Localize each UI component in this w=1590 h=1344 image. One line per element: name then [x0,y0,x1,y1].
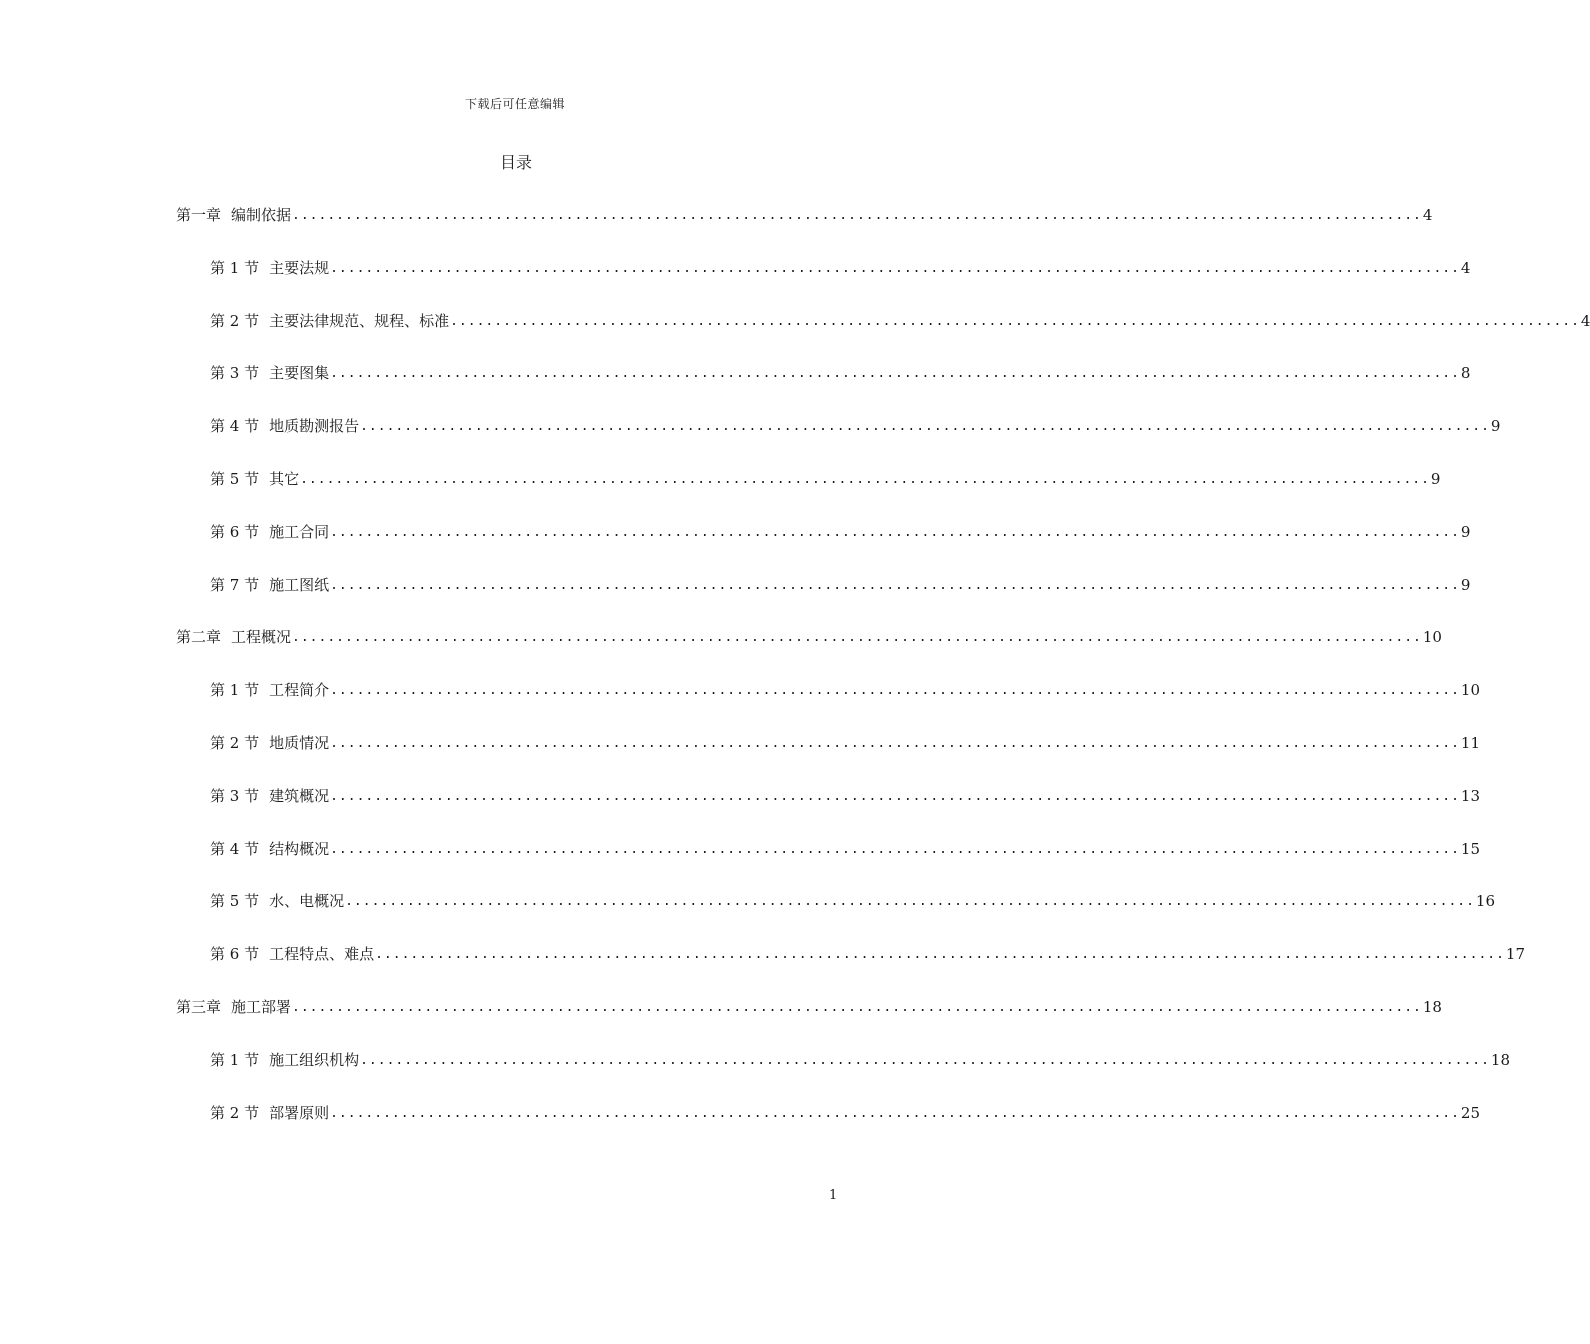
toc-entry-number: 第 1 节 [210,1051,260,1069]
toc-dot-leader: ................................................................................................................................ [360,419,1490,434]
toc-entry-label [210,310,449,332]
toc-entry-title: 编制依据 [231,206,292,224]
toc-entry-title: 施工部署 [231,998,292,1016]
toc-section-entry[interactable] [210,732,1481,754]
toc-entry-label [210,257,329,279]
toc-chapter-entry[interactable] [176,626,1442,648]
toc-entry-title: 施工组织机构 [269,1051,360,1069]
toc-entry-page: 10 [1422,628,1442,646]
toc-entry-title: 地质勘测报告 [269,417,360,435]
toc-entry-title: 其它 [269,470,300,488]
toc-chapter-entry[interactable] [176,996,1442,1018]
toc-section-entry[interactable] [210,415,1501,437]
toc-entry-number: 第 1 节 [210,681,260,699]
toc-section-entry[interactable] [210,310,1590,332]
toc-dot-leader: ................................................................................................................................ [375,947,1505,962]
toc-entry-title: 主要法律规范、规程、标准 [269,312,450,330]
toc-entry-label [210,468,299,490]
toc-title: 目录 [499,153,532,172]
toc-dot-leader: ................................................................................................................................ [450,314,1580,329]
toc-entry-number: 第 2 节 [210,312,260,330]
toc-dot-leader: ................................................................................................................................ [292,1000,1422,1015]
page-header-note: 下载后可任意编辑 [464,97,565,111]
toc-entry-page: 15 [1460,840,1481,858]
toc-section-entry[interactable] [210,362,1471,384]
toc-entry-number: 第 2 节 [210,1104,260,1122]
toc-entry-number: 第一章 [176,206,222,224]
toc-entry-page: 4 [1580,312,1590,330]
toc-entry-label [210,415,359,437]
toc-entry-label [210,362,329,384]
toc-dot-leader: ................................................................................................................................ [330,789,1460,804]
toc-entry-label [210,732,329,754]
toc-entry-title: 施工图纸 [269,576,330,594]
toc-entry-title: 水、电概况 [269,892,345,910]
toc-entry-title: 工程概况 [231,628,292,646]
toc-entry-number: 第 1 节 [210,259,260,277]
toc-entry-page: 9 [1460,576,1471,594]
toc-entry-number: 第二章 [176,628,222,646]
toc-entry-number: 第 4 节 [210,840,260,858]
toc-entry-label [176,996,291,1018]
toc-dot-leader: ................................................................................................................................ [330,1106,1460,1121]
toc-entry-title: 地质情况 [269,734,330,752]
toc-entry-label [210,521,329,543]
toc-dot-leader: ................................................................................................................................ [330,525,1460,540]
toc-entry-page: 17 [1505,945,1526,963]
toc-dot-leader: ................................................................................................................................ [330,261,1460,276]
toc-entry-page: 4 [1460,259,1471,277]
toc-entry-page: 4 [1422,206,1433,224]
toc-entry-label [210,679,329,701]
toc-section-entry[interactable] [210,890,1496,912]
toc-dot-leader: ................................................................................................................................ [330,683,1460,698]
toc-dot-leader: ................................................................................................................................ [330,736,1460,751]
toc-entry-number: 第 5 节 [210,470,260,488]
toc-entry-label [210,1049,359,1071]
toc-entry-number: 第 6 节 [210,523,260,541]
toc-entry-label [210,838,329,860]
toc-entry-page: 10 [1460,681,1481,699]
toc-entry-number: 第 5 节 [210,892,260,910]
toc-entry-page: 13 [1460,787,1481,805]
toc-entry-page: 11 [1460,734,1481,752]
toc-dot-leader: ................................................................................................................................ [300,472,1430,487]
toc-section-entry[interactable] [210,257,1471,279]
toc-section-entry[interactable] [210,785,1481,807]
toc-entry-number: 第 2 节 [210,734,260,752]
toc-section-entry[interactable] [210,521,1471,543]
toc-entry-page: 8 [1460,364,1471,382]
toc-entry-number: 第 4 节 [210,417,260,435]
toc-entry-label [210,785,329,807]
page-number: 1 [829,1188,838,1203]
toc-section-entry[interactable] [210,1049,1511,1071]
toc-entry-page: 9 [1430,470,1441,488]
toc-entry-title: 施工合同 [269,523,330,541]
toc-entry-title: 主要图集 [269,364,330,382]
toc-dot-leader: ................................................................................................................................ [330,578,1460,593]
toc-chapter-entry[interactable] [176,204,1433,226]
toc-entry-title: 结构概况 [269,840,330,858]
toc-dot-leader: ................................................................................................................................ [292,630,1422,645]
toc-entry-number: 第 3 节 [210,787,260,805]
toc-entry-page: 9 [1490,417,1501,435]
toc-section-entry[interactable] [210,468,1441,490]
toc-dot-leader: ................................................................................................................................ [360,1053,1490,1068]
toc-entry-number: 第 7 节 [210,576,260,594]
toc-entry-number: 第 3 节 [210,364,260,382]
toc-entry-label [210,1102,329,1124]
toc-section-entry[interactable] [210,943,1526,965]
toc-entry-label [210,890,344,912]
toc-entry-title: 工程简介 [269,681,330,699]
toc-dot-leader: ................................................................................................................................ [330,366,1460,381]
toc-entry-page: 16 [1475,892,1496,910]
toc-entry-title: 工程特点、难点 [269,945,375,963]
toc-dot-leader: ................................................................................................................................ [330,842,1460,857]
toc-dot-leader: ................................................................................................................................ [345,894,1475,909]
toc-section-entry[interactable] [210,679,1481,701]
toc-entry-label [176,204,291,226]
toc-entry-page: 9 [1460,523,1471,541]
toc-entry-label [210,943,374,965]
toc-entry-page: 25 [1460,1104,1481,1122]
toc-entry-title: 部署原则 [269,1104,330,1122]
toc-entry-page: 18 [1490,1051,1511,1069]
toc-entry-page: 18 [1422,998,1442,1016]
toc-entry-title: 建筑概况 [269,787,330,805]
toc-section-entry[interactable] [210,574,1471,596]
toc-dot-leader: ................................................................................................................................ [292,208,1422,223]
toc-section-entry[interactable] [210,838,1481,860]
toc-entry-number: 第三章 [176,998,222,1016]
toc-entry-number: 第 6 节 [210,945,260,963]
toc-section-entry[interactable] [210,1102,1481,1124]
toc-entry-label [210,574,329,596]
toc-entry-title: 主要法规 [269,259,330,277]
toc-entry-label [176,626,291,648]
